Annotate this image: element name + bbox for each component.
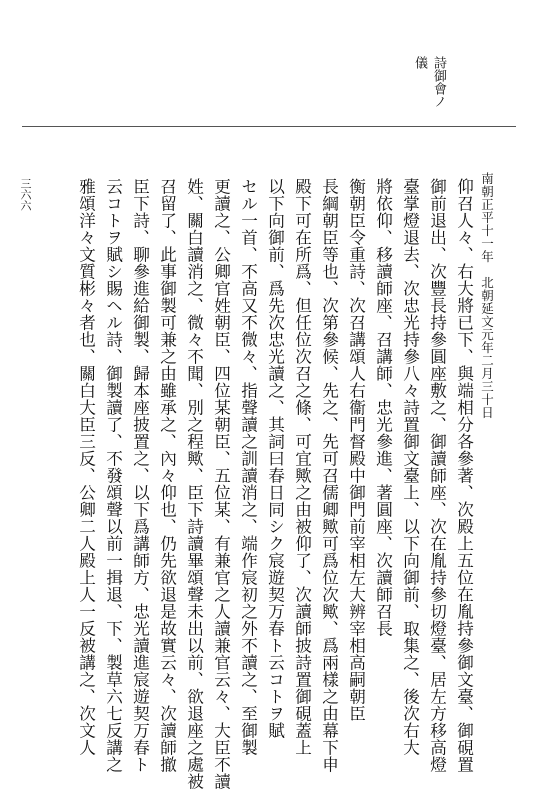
header-note-line-1: 詩御會ノ bbox=[431, 56, 446, 108]
era-header: 南朝正平十一年 北朝延文元年二月三十日 bbox=[479, 172, 495, 419]
body-column-5: 衡朝臣令重詩、次召講頌人右衞門督殿中御門前宰相左大辨宰相高嗣朝臣 bbox=[346, 178, 366, 722]
body-column-15: 雅頌洋々文質彬々者也、關白大臣三反、公卿二人殿上人一反被講之、次文人 bbox=[76, 178, 96, 756]
body-column-7: 殿下可在所爲、但任位次召之條、可宜歟之由被仰了、次讀師披詩置御硯蓋上 bbox=[292, 178, 312, 756]
body-column-10: 更讀之、公卿官姓朝臣、四位某朝臣、五位某、有兼官之人讀兼官云々、大臣不讀 bbox=[211, 178, 231, 790]
body-column-4: 將依仰、移讀師座、召講師、忠光參進、著圓座、次讀師召長 bbox=[373, 178, 393, 637]
page-number: 三六六 bbox=[19, 178, 32, 211]
body-column-12: 召留了、此事御製可兼之由雖承之、內々仰也、仍先欲退是故實云々、次讀師撤 bbox=[157, 178, 177, 773]
body-column-3: 臺掌燈退去、次忠光持參八々詩置御文臺上、以下向御前、取集之、後次右大 bbox=[400, 178, 420, 756]
body-column-14: 云コトヲ賦シ賜ヘル詩、御製讀了、不發頌聲以前一揖退、下、製草六七反講之 bbox=[103, 178, 123, 773]
header-note-line-2: 儀 bbox=[412, 56, 427, 69]
body-column-8: 以下向御前、爲先次忠光讀之、其詞曰春日同シク宸遊契万春ト云コトヲ賦 bbox=[265, 178, 285, 739]
body-column-2: 御前退出、次豐長持參圓座敷之、御讀師座、次在胤持參切燈臺、居左方移高燈 bbox=[427, 178, 447, 773]
header-divider bbox=[22, 126, 516, 127]
body-column-6: 長綱朝臣等也、次第參候、先之、先可召儒卿歟可爲位次歟、爲兩樣之由幕下申 bbox=[319, 178, 339, 773]
body-column-11: 姓、關白讀消之、微々不聞、別之程歟、臣下詩讀畢頌聲未出以前、欲退座之處被 bbox=[184, 178, 204, 790]
body-column-9: セル一首、不高又不微々、指聲讀之訓讀消之、端作宸初之外不讀之、至御製 bbox=[238, 178, 258, 756]
body-column-1: 仰召人々、右大將已下、與端相分各參著、次殿上五位在胤持參御文臺、御硯置 bbox=[454, 178, 474, 773]
body-column-13: 臣下詩、聊參進給御製、歸本座披置之、以下爲講師方、忠光讀進宸遊契万春ト bbox=[130, 178, 150, 773]
